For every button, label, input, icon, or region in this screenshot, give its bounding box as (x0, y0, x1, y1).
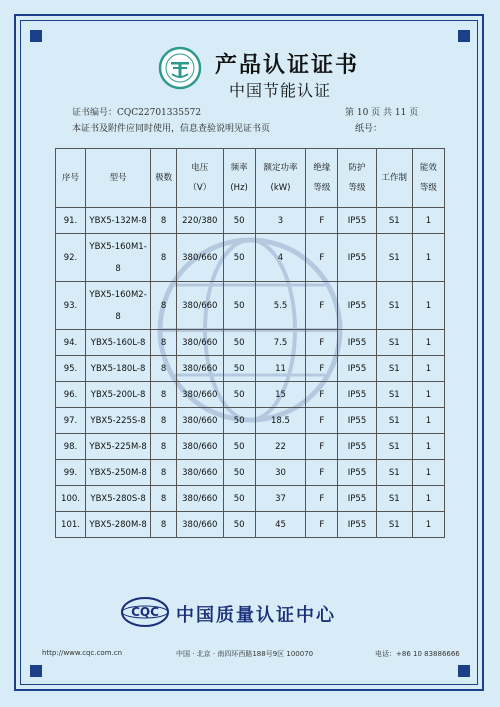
table-cell-voltage (177, 282, 224, 330)
table-cell-power (255, 208, 306, 234)
table-row (56, 486, 445, 512)
cell-value: YBX5-180L-8 (90, 363, 146, 374)
cell-value: S1 (388, 300, 400, 311)
table-cell-no (56, 382, 86, 408)
table-cell-duty (376, 460, 412, 486)
cell-value: YBX5-225M-8 (89, 441, 147, 452)
table-cell-poles (151, 434, 177, 460)
cell-value: F (319, 441, 325, 452)
table-cell-model (86, 460, 151, 486)
cell-value: 50 (233, 363, 245, 374)
cell-value: 22 (275, 441, 286, 452)
header-label: 极数 (155, 173, 173, 183)
cell-value: 4 (277, 252, 284, 263)
cell-value: 97. (63, 415, 78, 426)
cell-value: 15 (275, 389, 286, 400)
table-row (56, 382, 445, 408)
cell-value: YBX5-160L-8 (90, 337, 146, 348)
table-cell-freq (223, 282, 255, 330)
cell-value: 1 (425, 467, 432, 478)
cell-value: YBX5-160M2- (89, 289, 147, 300)
table-cell-power (255, 330, 306, 356)
table-cell-no (56, 512, 86, 538)
cell-value: F (319, 493, 325, 504)
table-cell-freq (223, 356, 255, 382)
cell-value: S1 (388, 363, 400, 374)
table-header-cell (223, 149, 255, 208)
corner-ornament (30, 30, 42, 42)
table-header-cell (86, 149, 151, 208)
table-cell-power (255, 234, 306, 282)
table-cell-poles (151, 208, 177, 234)
cell-value: IP55 (347, 493, 367, 504)
table-cell-insul (306, 382, 338, 408)
table-cell-duty (376, 208, 412, 234)
table-cell-no (56, 282, 86, 330)
cell-value: 11 (275, 363, 286, 374)
table-cell-insul (306, 408, 338, 434)
cell-value: 8 (160, 363, 167, 374)
header-label: 电压 (191, 163, 209, 173)
cell-value: F (319, 415, 325, 426)
header-label: 等级 (313, 183, 331, 193)
cell-value: 3 (277, 215, 284, 226)
cell-value: 37 (275, 493, 286, 504)
cell-value: F (319, 467, 325, 478)
table-cell-protect (338, 408, 376, 434)
certificate-number: 证书编号：CQC22701335572 (72, 108, 202, 118)
table-cell-duty (376, 408, 412, 434)
cell-value: IP55 (347, 519, 367, 530)
cell-value: 380/660 (182, 363, 218, 374)
cell-value: 8 (160, 337, 167, 348)
header-label: 额定功率 (263, 163, 298, 173)
cell-value: 8 (160, 441, 167, 452)
table-cell-freq (223, 434, 255, 460)
cell-value: 380/660 (182, 337, 218, 348)
cell-value: IP55 (347, 389, 367, 400)
cell-value: S1 (388, 467, 400, 478)
table-cell-no (56, 460, 86, 486)
cell-value: IP55 (347, 467, 367, 478)
cell-value: 50 (233, 337, 245, 348)
table-cell-duty (376, 330, 412, 356)
table-cell-freq (223, 208, 255, 234)
table-row (56, 408, 445, 434)
cell-value: 95. (63, 363, 78, 374)
table-cell-freq (223, 460, 255, 486)
table-cell-power (255, 382, 306, 408)
table-cell-no (56, 356, 86, 382)
cell-value: F (319, 363, 325, 374)
cqc-logo-icon (120, 596, 170, 628)
header-label: (Hz) (230, 183, 248, 193)
corner-ornament (458, 665, 470, 677)
table-cell-freq (223, 382, 255, 408)
table-cell-voltage (177, 208, 224, 234)
cell-value: 50 (233, 215, 245, 226)
table-header-cell (412, 149, 444, 208)
cell-value: 50 (233, 493, 245, 504)
cell-value: 92. (63, 252, 78, 263)
table-cell-model (86, 282, 151, 330)
table-cell-power (255, 512, 306, 538)
cell-value: 8 (160, 252, 167, 263)
table-cell-poles (151, 486, 177, 512)
table-cell-poles (151, 330, 177, 356)
cell-value: 50 (233, 467, 245, 478)
cell-value: F (319, 389, 325, 400)
table-cell-model (86, 330, 151, 356)
product-table (55, 148, 445, 538)
table-header-cell (56, 149, 86, 208)
page-info: 第 10 页 共 11 页 (345, 108, 419, 118)
table-cell-poles (151, 282, 177, 330)
header-label: （V） (188, 183, 212, 193)
table-cell-model (86, 382, 151, 408)
cell-value: YBX5-225S-8 (90, 415, 146, 426)
cell-value: 50 (233, 300, 245, 311)
cell-value: 380/660 (182, 252, 218, 263)
cell-value: 99. (63, 467, 78, 478)
table-cell-eff (412, 356, 444, 382)
table-cell-power (255, 282, 306, 330)
table-cell-duty (376, 234, 412, 282)
cell-value: 8 (160, 493, 167, 504)
cell-value: S1 (388, 493, 400, 504)
cell-value: 101. (61, 519, 80, 530)
table-cell-poles (151, 408, 177, 434)
cell-value: YBX5-160M1- (89, 241, 147, 252)
table-cell-insul (306, 486, 338, 512)
table-cell-eff (412, 282, 444, 330)
table-cell-poles (151, 460, 177, 486)
cell-value: 1 (425, 389, 432, 400)
table-cell-protect (338, 282, 376, 330)
cell-value: 100. (61, 493, 80, 504)
cell-value: IP55 (347, 441, 367, 452)
cell-value: IP55 (347, 337, 367, 348)
table-header-cell (338, 149, 376, 208)
table-cell-power (255, 486, 306, 512)
table-cell-duty (376, 382, 412, 408)
header-label: 等级 (419, 183, 437, 193)
table-cell-duty (376, 282, 412, 330)
table-header-cell (376, 149, 412, 208)
table-cell-model (86, 408, 151, 434)
table-cell-model (86, 356, 151, 382)
cell-value: 93. (63, 300, 78, 311)
table-cell-duty (376, 512, 412, 538)
table-cell-protect (338, 512, 376, 538)
table-cell-poles (151, 234, 177, 282)
cell-value: S1 (388, 389, 400, 400)
cell-value: 220/380 (182, 215, 218, 226)
table-cell-voltage (177, 434, 224, 460)
table-cell-insul (306, 330, 338, 356)
header-label: 等级 (348, 183, 366, 193)
certificate-subtitle: 中国节能认证 (229, 81, 332, 100)
table-row (56, 282, 445, 330)
cell-value: 1 (425, 337, 432, 348)
cell-value: 380/660 (182, 300, 218, 311)
table-cell-model (86, 512, 151, 538)
table-header-cell (177, 149, 224, 208)
cell-value: 1 (425, 415, 432, 426)
table-cell-eff (412, 382, 444, 408)
table-cell-insul (306, 356, 338, 382)
header-label: 型号 (109, 173, 127, 183)
cell-value: 1 (425, 363, 432, 374)
cell-value: 98. (63, 441, 78, 452)
cell-value: 91. (63, 215, 78, 226)
table-cell-insul (306, 460, 338, 486)
certificate-title: 产品认证证书 (215, 52, 360, 78)
cell-value: 8 (160, 215, 167, 226)
table-cell-poles (151, 382, 177, 408)
cell-value: 8 (160, 415, 167, 426)
table-row (56, 234, 445, 282)
table-cell-no (56, 330, 86, 356)
cell-value: 8 (160, 389, 167, 400)
cell-value: IP55 (347, 252, 367, 263)
paper-number: 纸号： (355, 124, 383, 134)
cell-value: IP55 (347, 300, 367, 311)
table-header-row (56, 149, 445, 208)
cell-value: 1 (425, 441, 432, 452)
cell-value: F (319, 337, 325, 348)
cell-value: 8 (160, 300, 167, 311)
cell-value: 45 (275, 519, 286, 530)
cell-value: S1 (388, 215, 400, 226)
cell-value: IP55 (347, 215, 367, 226)
cell-value: F (319, 300, 325, 311)
table-cell-duty (376, 434, 412, 460)
table-cell-eff (412, 330, 444, 356)
cell-value: S1 (388, 519, 400, 530)
cell-value: 50 (233, 415, 245, 426)
cell-value: YBX5-280M-8 (89, 519, 147, 530)
organization-name: 中国质量认证中心 (176, 605, 336, 626)
cell-value: YBX5-280S-8 (90, 493, 146, 504)
cell-value: 380/660 (182, 415, 218, 426)
cell-value: S1 (388, 337, 400, 348)
cell-value-continued: 8 (115, 263, 121, 274)
table-cell-eff (412, 512, 444, 538)
energy-saving-logo-icon (158, 46, 202, 90)
table-header-cell (151, 149, 177, 208)
table-row (56, 356, 445, 382)
table-cell-duty (376, 356, 412, 382)
cell-value: F (319, 519, 325, 530)
table-cell-protect (338, 434, 376, 460)
header-label: 防护 (348, 163, 366, 173)
table-cell-no (56, 486, 86, 512)
cell-value: S1 (388, 415, 400, 426)
table-cell-eff (412, 460, 444, 486)
cell-value: 96. (63, 389, 78, 400)
cell-value: 94. (63, 337, 78, 348)
table-cell-poles (151, 512, 177, 538)
cell-value: S1 (388, 252, 400, 263)
table-row (56, 434, 445, 460)
cell-value: 1 (425, 252, 432, 263)
cell-value: 1 (425, 519, 432, 530)
cell-value: 50 (233, 389, 245, 400)
table-row (56, 208, 445, 234)
table-cell-protect (338, 356, 376, 382)
cell-value: 5.5 (273, 300, 288, 311)
cell-value: 380/660 (182, 441, 218, 452)
cell-value: 50 (233, 252, 245, 263)
table-row (56, 512, 445, 538)
cell-value: 1 (425, 493, 432, 504)
table-header-cell (306, 149, 338, 208)
usage-notice: 本证书及附件应同时使用，信息查验说明见证书页 (72, 124, 271, 134)
table-cell-model (86, 486, 151, 512)
cell-value: 380/660 (182, 467, 218, 478)
corner-ornament (30, 665, 42, 677)
table-cell-protect (338, 460, 376, 486)
cell-value: 30 (275, 467, 286, 478)
cell-value: 50 (233, 441, 245, 452)
table-cell-voltage (177, 234, 224, 282)
table-cell-insul (306, 512, 338, 538)
cell-value: 1 (425, 300, 432, 311)
table-cell-protect (338, 330, 376, 356)
table-cell-voltage (177, 330, 224, 356)
table-cell-model (86, 208, 151, 234)
cell-value: F (319, 252, 325, 263)
table-cell-insul (306, 434, 338, 460)
table-cell-power (255, 434, 306, 460)
table-cell-no (56, 234, 86, 282)
table-cell-insul (306, 282, 338, 330)
header-label: 序号 (61, 173, 79, 183)
footer-website: http://www.cqc.com.cn (42, 649, 123, 657)
cell-value: 8 (160, 519, 167, 530)
table-cell-model (86, 234, 151, 282)
table-cell-freq (223, 486, 255, 512)
cell-value: 50 (233, 519, 245, 530)
table-cell-protect (338, 382, 376, 408)
header-label: 绝缘 (313, 163, 331, 173)
footer-address: 中国 · 北京 · 南四环西路188号9区 100070 (176, 650, 314, 658)
cell-value: YBX5-200L-8 (90, 389, 146, 400)
table-cell-voltage (177, 408, 224, 434)
table-cell-power (255, 408, 306, 434)
header-label: 能效 (419, 163, 437, 173)
cqc-logo-text: CQC (131, 605, 159, 619)
table-cell-insul (306, 234, 338, 282)
table-cell-voltage (177, 460, 224, 486)
header-label: (kW) (270, 183, 291, 193)
table-row (56, 330, 445, 356)
table-cell-freq (223, 512, 255, 538)
header-label: 频率 (230, 163, 248, 173)
cell-value: YBX5-250M-8 (89, 467, 147, 478)
table-cell-insul (306, 208, 338, 234)
table-cell-freq (223, 330, 255, 356)
table-cell-eff (412, 208, 444, 234)
table-cell-eff (412, 486, 444, 512)
table-cell-duty (376, 486, 412, 512)
table-cell-power (255, 460, 306, 486)
header-label: 工作制 (381, 173, 408, 183)
cell-value: 18.5 (271, 415, 290, 426)
cell-value: F (319, 215, 325, 226)
cell-value: 380/660 (182, 493, 218, 504)
cell-value: YBX5-132M-8 (89, 215, 147, 226)
table-cell-power (255, 356, 306, 382)
table-row (56, 460, 445, 486)
table-cell-voltage (177, 356, 224, 382)
cell-value: IP55 (347, 363, 367, 374)
corner-ornament (458, 30, 470, 42)
table-cell-no (56, 408, 86, 434)
footer-phone: 电话：+86 10 83886666 (375, 650, 460, 658)
table-cell-eff (412, 408, 444, 434)
table-cell-eff (412, 234, 444, 282)
cell-value: 1 (425, 215, 432, 226)
cell-value: IP55 (347, 415, 367, 426)
table-cell-poles (151, 356, 177, 382)
table-cell-protect (338, 486, 376, 512)
table-cell-freq (223, 408, 255, 434)
table-cell-protect (338, 234, 376, 282)
table-cell-voltage (177, 382, 224, 408)
cell-value: 380/660 (182, 389, 218, 400)
cell-value: 7.5 (273, 337, 288, 348)
cell-value-continued: 8 (115, 311, 121, 322)
cell-value: 8 (160, 467, 167, 478)
table-cell-voltage (177, 486, 224, 512)
cell-value: S1 (388, 441, 400, 452)
table-cell-protect (338, 208, 376, 234)
cell-value: 380/660 (182, 519, 218, 530)
table-cell-voltage (177, 512, 224, 538)
table-cell-eff (412, 434, 444, 460)
table-cell-no (56, 434, 86, 460)
table-cell-freq (223, 234, 255, 282)
table-cell-no (56, 208, 86, 234)
table-header-cell (255, 149, 306, 208)
table-cell-model (86, 434, 151, 460)
